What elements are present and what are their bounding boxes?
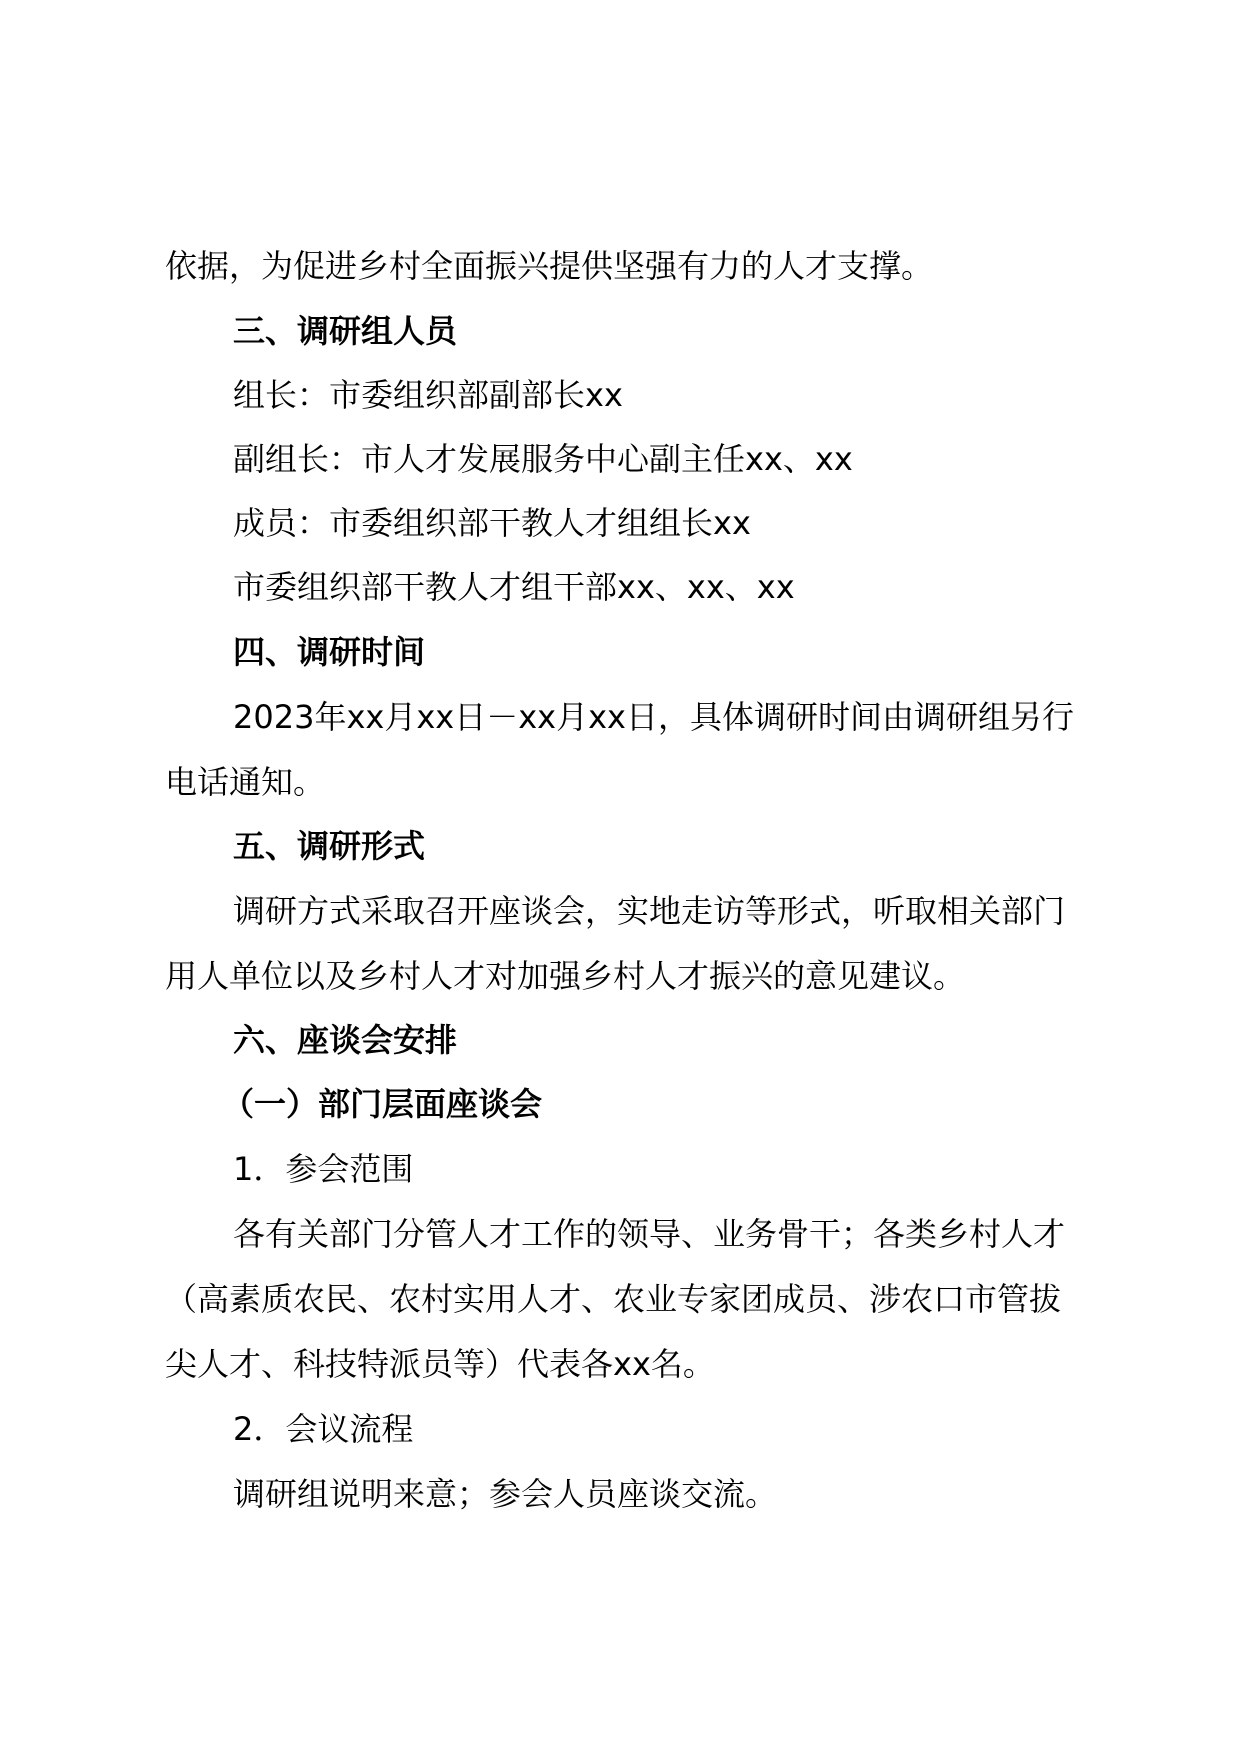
body-text-line: 调研方式采取召开座谈会，实地走访等形式，听取相关部门 xyxy=(233,892,1066,930)
body-text-line: 副组长：市人才发展服务中心副主任xx、xx xyxy=(233,440,853,478)
body-text-line: 市委组织部干教人才组干部xx、xx、xx xyxy=(233,568,795,606)
body-text-line: 用人单位以及乡村人才对加强乡村人才振兴的意见建议。 xyxy=(165,957,966,995)
subsection-heading-department: （一）部门层面座谈会 xyxy=(222,1085,543,1123)
section-heading-members: 三、调研组人员 xyxy=(233,312,458,350)
body-text-line: 成员：市委组织部干教人才组组长xx xyxy=(233,504,751,542)
section-heading-meeting: 六、座谈会安排 xyxy=(233,1021,458,1059)
body-text-line: 2．会议流程 xyxy=(233,1410,414,1448)
body-text-line: 尖人才、科技特派员等）代表各xx名。 xyxy=(165,1345,715,1383)
body-text-line: 组长：市委组织部副部长xx xyxy=(233,376,623,414)
body-text-line: （高素质农民、农村实用人才、农业专家团成员、涉农口市管拔 xyxy=(165,1280,1062,1318)
body-text-line: 2023年xx月xx日－xx月xx日，具体调研时间由调研组另行 xyxy=(233,698,1074,736)
body-text-line: 电话通知。 xyxy=(165,763,326,801)
body-text-line: 1．参会范围 xyxy=(233,1150,414,1188)
section-heading-form: 五、调研形式 xyxy=(233,827,426,865)
body-text-line: 各有关部门分管人才工作的领导、业务骨干；各类乡村人才 xyxy=(233,1215,1066,1253)
section-heading-time: 四、调研时间 xyxy=(233,633,426,671)
body-text-line: 依据，为促进乡村全面振兴提供坚强有力的人才支撑。 xyxy=(165,247,934,285)
body-text-line: 调研组说明来意；参会人员座谈交流。 xyxy=(233,1475,778,1513)
